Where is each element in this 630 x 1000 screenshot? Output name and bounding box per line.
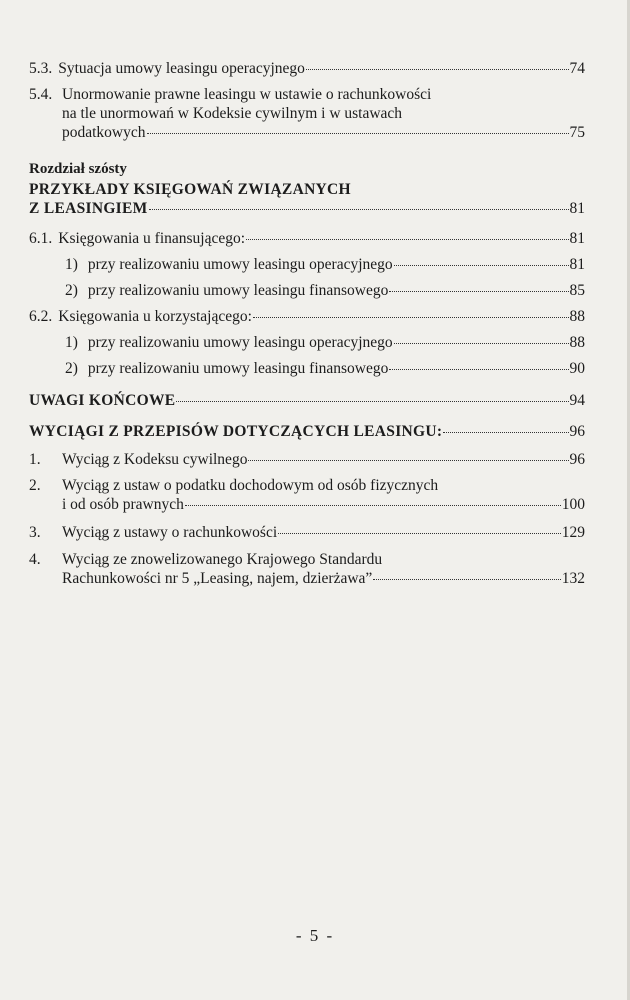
toc-entry-5-3 [29,59,585,78]
dot-leader [176,401,568,402]
toc-entry-wyciag-4 [29,550,585,588]
toc-title-line-1: Unormowanie prawne leasingu w ustawie o rachunkowości [62,86,432,103]
toc-title: UWAGI KOŃCOWE [29,392,176,409]
toc-number: 6.1. [29,230,53,247]
toc-number: 1) [65,256,78,273]
toc-entry-wyciag-1 [29,450,585,469]
toc-page: 81 [569,256,585,273]
toc-page: 88 [569,334,585,351]
toc-page: 96 [569,423,585,440]
toc-page: 94 [569,392,585,409]
toc-entry-6-1-2 [65,281,585,300]
toc-number: 2. [29,477,41,494]
toc-title: Księgowania u korzystającego: [58,308,252,325]
toc-entry-wyciagi [29,422,585,441]
toc-title-line-1: Wyciąg z ustaw o podatku dochodowym od osób fizycznych [62,477,439,494]
toc-entry-6-2-1 [65,333,585,352]
toc-page: 100 [561,496,585,513]
toc-page: 81 [569,230,585,247]
toc-page: 74 [569,60,585,77]
toc-page: 75 [569,124,585,141]
toc-number: 2) [65,360,78,377]
toc-number: 6.2. [29,308,53,325]
toc-entry-wyciag-2 [29,476,585,514]
dot-leader [278,533,561,534]
toc-entry-6-1-1 [65,255,585,274]
toc-number: 1. [29,451,41,468]
toc-title: przy realizowaniu umowy leasingu finansowego [87,360,389,377]
page-number: - 5 - [295,926,335,945]
toc-number: 5.3. [29,60,53,77]
toc-title: Wyciąg z ustawy o rachunkowości [62,524,278,541]
dot-leader [394,265,569,266]
toc-page: 88 [569,308,585,325]
dot-leader [248,460,568,461]
dot-leader [394,343,569,344]
toc-title: Księgowania u finansującego: [58,230,246,247]
toc-title: przy realizowaniu umowy leasingu operacyjnego [87,334,393,351]
toc-entry-6-2-2 [65,359,585,378]
chapter-title-line-1: PRZYKŁADY KSIĘGOWAŃ ZWIĄZANYCH [29,181,351,198]
toc-title-line-2: Rachunkowości nr 5 „Leasing, najem, dzierżawa” [62,570,373,587]
toc-page: 132 [561,570,585,587]
dot-leader [185,505,561,506]
toc-title: przy realizowaniu umowy leasingu operacyjnego [87,256,393,273]
dot-leader [389,369,568,370]
toc-page: 81 [569,200,585,217]
dot-leader [389,291,568,292]
toc-title-line-3: podatkowych [62,124,146,141]
toc-number: 3. [29,524,41,541]
toc-page: 129 [561,524,585,541]
chapter-title-line-2: Z LEASINGIEM [29,200,148,217]
dot-leader [149,209,569,210]
dot-leader [443,432,568,433]
chapter-label: Rozdział szósty [29,161,127,177]
toc-entry-wyciag-3 [29,523,585,542]
toc-number: 2) [65,282,78,299]
toc-title-line-2: i od osób prawnych [62,496,184,513]
dot-leader [147,133,569,134]
toc-page: 85 [569,282,585,299]
toc-title: Wyciąg z Kodeksu cywilnego [62,451,248,468]
toc-title: WYCIĄGI Z PRZEPISÓW DOTYCZĄCYCH LEASINGU: [29,423,443,440]
toc-title-line-2: na tle unormowań w Kodeksie cywilnym i w ustawach [62,105,403,122]
toc-entry-6-1 [29,229,585,248]
toc-page: 96 [569,451,585,468]
dot-leader [306,69,569,70]
toc-title-line-1: Wyciąg ze znowelizowanego Krajowego Standardu [62,551,383,568]
toc-entry-uwagi-koncowe [29,391,585,410]
toc-title: przy realizowaniu umowy leasingu finansowego [87,282,389,299]
toc-number: 1) [65,334,78,351]
dot-leader [246,239,568,240]
dot-leader [253,317,569,318]
toc-number: 4. [29,551,41,568]
toc-chapter-6 [29,160,585,218]
toc-entry-5-4 [29,85,585,142]
toc-entry-6-2 [29,307,585,326]
dot-leader [373,579,560,580]
toc-number: 5.4. [29,86,53,103]
toc-page: 90 [569,360,585,377]
toc-title: Sytuacja umowy leasingu operacyjnego [58,60,305,77]
